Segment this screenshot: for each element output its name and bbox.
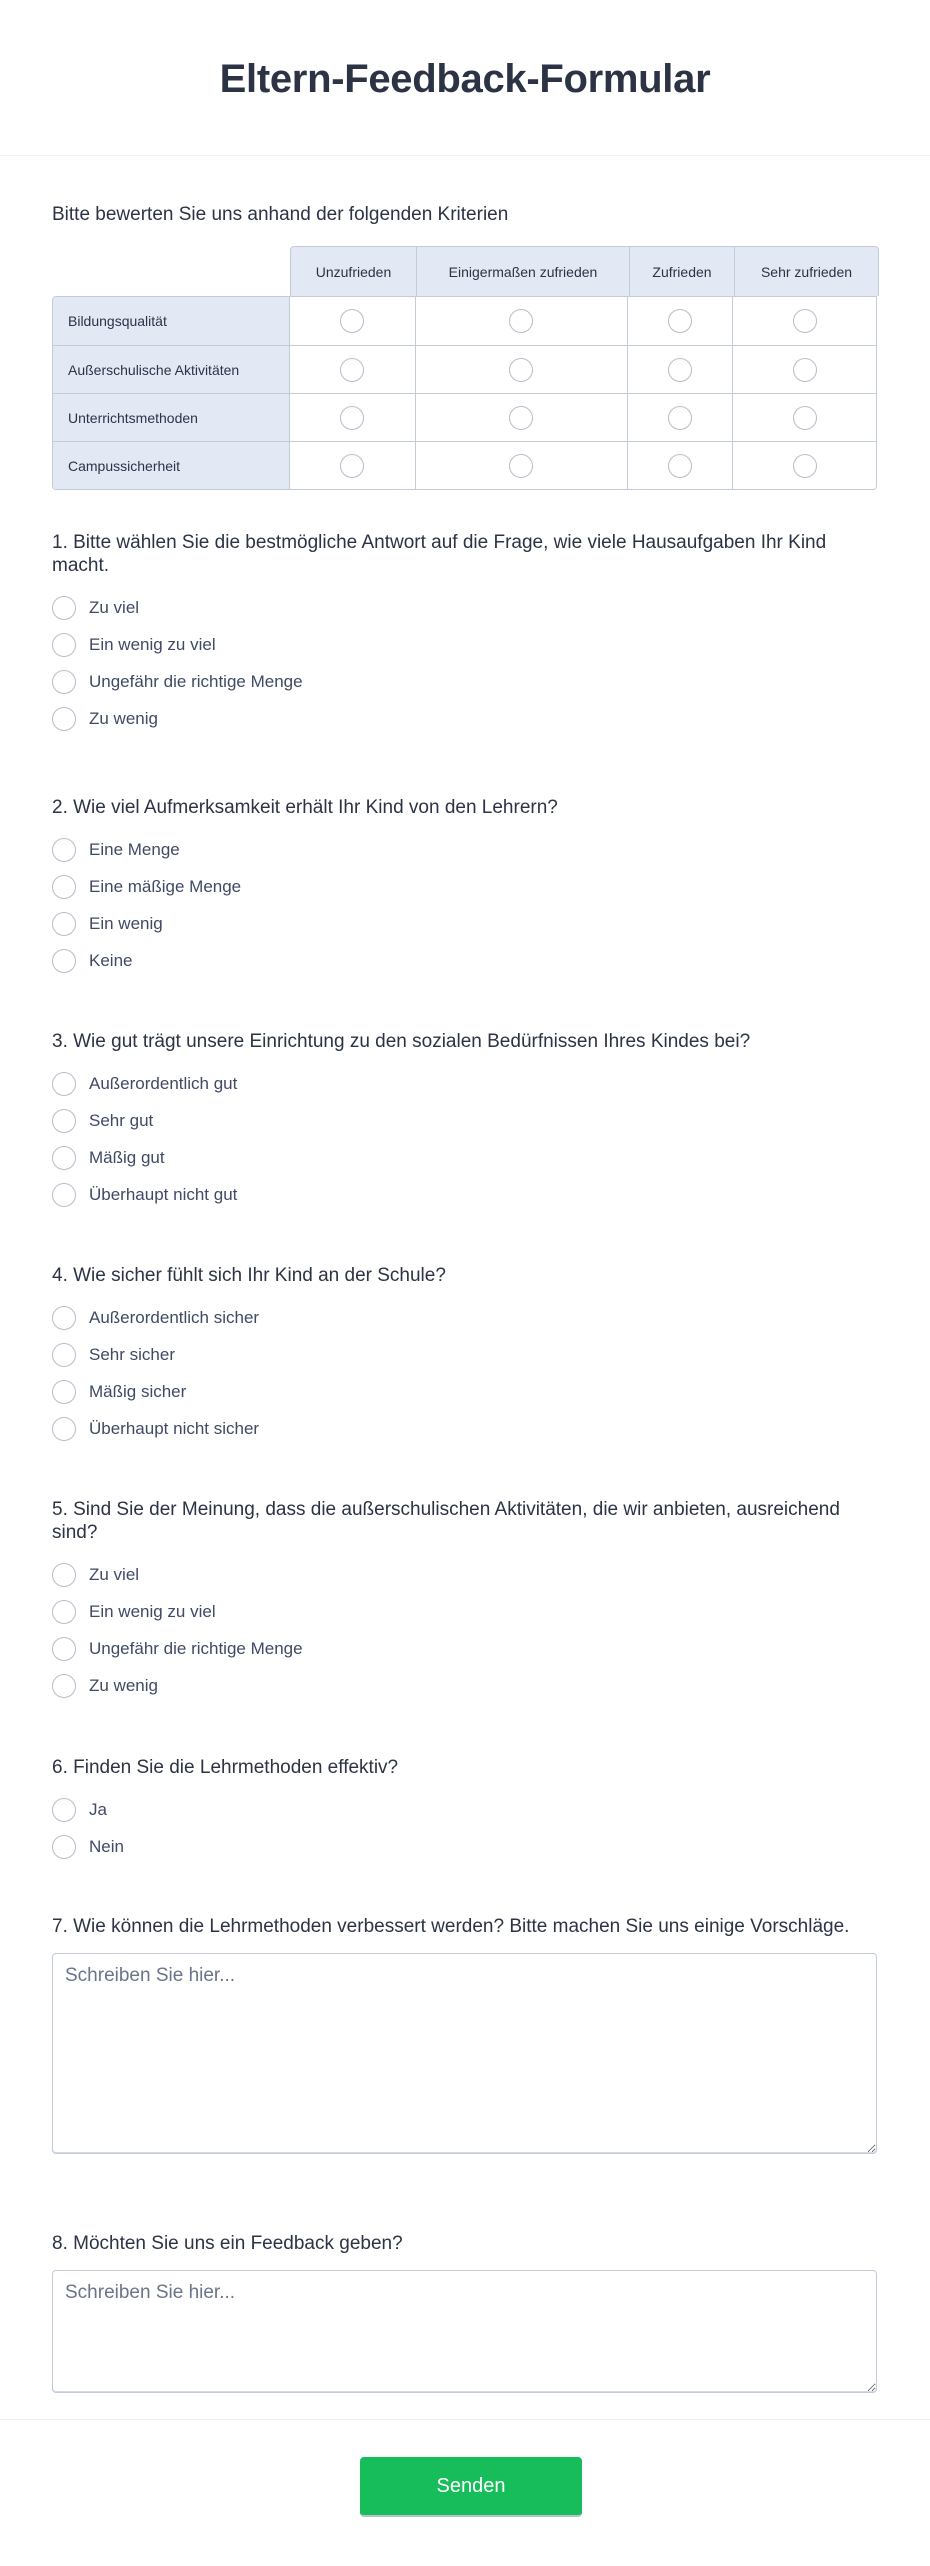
radio-option[interactable] (52, 1630, 877, 1667)
question-3 (52, 1030, 877, 1213)
radio-button[interactable] (52, 1637, 76, 1661)
question-title: 8. Möchten Sie uns ein Feedback geben? (52, 2233, 403, 2254)
radio-option[interactable] (52, 868, 877, 905)
radio-button[interactable] (52, 1417, 76, 1441)
radio-button[interactable] (52, 633, 76, 657)
option-label: Zu wenig (89, 708, 158, 728)
option-label: Ein wenig (89, 913, 163, 933)
matrix-row-label: Außerschulische Aktivitäten (53, 346, 290, 393)
option-label: Sehr sicher (89, 1344, 175, 1364)
radio-button[interactable] (52, 1563, 76, 1587)
question-6 (52, 1756, 877, 1865)
option-label: Überhaupt nicht gut (89, 1184, 238, 1204)
matrix-row (53, 345, 876, 393)
question-title: 1. Bitte wählen Sie die bestmögliche Antwort auf die Frage, wie viele Hausaufgaben Ihr Kind macht. (52, 532, 827, 576)
question-8 (52, 2232, 877, 2393)
radio-button[interactable] (52, 838, 76, 862)
radio-button[interactable] (52, 1109, 76, 1133)
option-label: Zu viel (89, 597, 140, 617)
matrix-radio-unzufrieden[interactable] (340, 406, 364, 430)
question-1 (52, 531, 877, 737)
radio-button[interactable] (52, 1798, 76, 1822)
radio-option[interactable] (52, 905, 877, 942)
radio-button[interactable] (52, 1072, 76, 1096)
matrix-radio-einigermassen-zufrieden[interactable] (509, 358, 533, 382)
option-label: Ungefähr die richtige Menge (89, 671, 303, 691)
radio-option[interactable] (52, 700, 877, 737)
question-5 (52, 1498, 877, 1704)
option-label: Außerordentlich sicher (89, 1307, 260, 1327)
option-label: Zu viel (89, 1564, 140, 1584)
question-title: 4. Wie sicher fühlt sich Ihr Kind an der Schule? (52, 1265, 446, 1286)
option-label: Ja (89, 1799, 107, 1819)
radio-option[interactable] (52, 1065, 877, 1102)
radio-option[interactable] (52, 626, 877, 663)
matrix-row (53, 393, 876, 441)
matrix-column-header: Sehr zufrieden (734, 247, 878, 296)
radio-button[interactable] (52, 1835, 76, 1859)
matrix-radio-einigermassen-zufrieden[interactable] (509, 406, 533, 430)
option-label: Nein (89, 1836, 124, 1856)
radio-button[interactable] (52, 1600, 76, 1624)
option-label: Sehr gut (89, 1110, 154, 1130)
radio-button[interactable] (52, 670, 76, 694)
radio-option[interactable] (52, 1556, 877, 1593)
submit-button[interactable]: Senden (360, 2457, 582, 2517)
matrix-radio-zufrieden[interactable] (668, 454, 692, 478)
question-7 (52, 1915, 877, 2154)
radio-group (52, 1065, 877, 1213)
matrix-row-label: Bildungsqualität (53, 297, 290, 345)
radio-option[interactable] (52, 1336, 877, 1373)
feedback-textarea[interactable] (52, 2270, 877, 2393)
radio-button[interactable] (52, 1306, 76, 1330)
form-footer (0, 2419, 930, 2566)
matrix-radio-sehr-zufrieden[interactable] (793, 309, 817, 333)
radio-button[interactable] (52, 596, 76, 620)
option-label: Mäßig gut (89, 1147, 165, 1167)
matrix-radio-zufrieden[interactable] (668, 406, 692, 430)
radio-option[interactable] (52, 1667, 877, 1704)
option-label: Keine (89, 950, 133, 970)
question-title: 2. Wie viel Aufmerksamkeit erhält Ihr Kind von den Lehrern? (52, 797, 558, 818)
radio-option[interactable] (52, 942, 877, 979)
page-title: Eltern-Feedback-Formular (219, 57, 711, 101)
radio-button[interactable] (52, 1146, 76, 1170)
matrix-column-header: Unzufrieden (315, 263, 392, 280)
radio-option[interactable] (52, 1593, 877, 1630)
radio-option[interactable] (52, 831, 877, 868)
suggestions-textarea[interactable] (52, 1953, 877, 2154)
matrix-radio-sehr-zufrieden[interactable] (793, 358, 817, 382)
radio-option[interactable] (52, 1373, 877, 1410)
question-4 (52, 1264, 877, 1447)
question-title: 7. Wie können die Lehrmethoden verbessert werden? Bitte machen Sie uns einige Vorschläge. (52, 1916, 850, 1937)
form-header (0, 0, 930, 156)
radio-group (52, 831, 877, 979)
matrix-radio-sehr-zufrieden[interactable] (793, 406, 817, 430)
radio-option[interactable] (52, 1139, 877, 1176)
matrix-radio-unzufrieden[interactable] (340, 454, 364, 478)
matrix-column-header: Einigermaßen zufrieden (416, 247, 629, 296)
radio-option[interactable] (52, 1828, 877, 1865)
matrix-question-label: Bitte bewerten Sie uns anhand der folgenden Kriterien (52, 204, 509, 225)
matrix-header-row (290, 246, 879, 296)
matrix-column-header: Zufrieden (629, 247, 734, 296)
radio-button[interactable] (52, 1674, 76, 1698)
matrix-radio-einigermassen-zufrieden[interactable] (509, 454, 533, 478)
radio-option[interactable] (52, 1791, 877, 1828)
radio-button[interactable] (52, 707, 76, 731)
radio-option[interactable] (52, 1299, 877, 1336)
question-title: 3. Wie gut trägt unsere Einrichtung zu den sozialen Bedürfnissen Ihres Kindes bei? (52, 1031, 751, 1052)
radio-group (52, 1299, 877, 1447)
radio-button[interactable] (52, 912, 76, 936)
matrix-row-label: Unterrichtsmethoden (53, 394, 290, 441)
matrix-body (52, 296, 877, 490)
matrix-row (53, 297, 876, 345)
radio-option[interactable] (52, 1102, 877, 1139)
radio-option[interactable] (52, 1176, 877, 1213)
radio-button[interactable] (52, 1380, 76, 1404)
radio-button[interactable] (52, 875, 76, 899)
option-label: Eine Menge (89, 839, 180, 859)
matrix-radio-sehr-zufrieden[interactable] (793, 454, 817, 478)
radio-button[interactable] (52, 949, 76, 973)
radio-group (52, 1556, 877, 1704)
question-title: 5. Sind Sie der Meinung, dass die außerschulischen Aktivitäten, die wir anbieten, ausreichend sind? (52, 1499, 840, 1543)
option-label: Mäßig sicher (89, 1381, 187, 1401)
question-2 (52, 796, 877, 979)
matrix-radio-unzufrieden[interactable] (340, 358, 364, 382)
matrix-row-label: Campussicherheit (53, 442, 290, 489)
matrix-radio-zufrieden[interactable] (668, 358, 692, 382)
radio-group (52, 589, 877, 737)
matrix-radio-unzufrieden[interactable] (340, 309, 364, 333)
radio-option[interactable] (52, 663, 877, 700)
matrix-radio-einigermassen-zufrieden[interactable] (509, 309, 533, 333)
option-label: Ungefähr die richtige Menge (89, 1638, 303, 1658)
option-label: Eine mäßige Menge (89, 876, 242, 896)
option-label: Zu wenig (89, 1675, 158, 1695)
option-label: Überhaupt nicht sicher (89, 1418, 260, 1438)
option-label: Ein wenig zu viel (89, 1601, 216, 1621)
radio-button[interactable] (52, 1183, 76, 1207)
radio-group (52, 1791, 877, 1865)
option-label: Außerordentlich gut (89, 1073, 238, 1093)
matrix-row (53, 441, 876, 489)
question-title: 6. Finden Sie die Lehrmethoden effektiv? (52, 1757, 399, 1778)
option-label: Ein wenig zu viel (89, 634, 216, 654)
radio-button[interactable] (52, 1343, 76, 1367)
radio-option[interactable] (52, 1410, 877, 1447)
matrix-radio-zufrieden[interactable] (668, 309, 692, 333)
radio-option[interactable] (52, 589, 877, 626)
